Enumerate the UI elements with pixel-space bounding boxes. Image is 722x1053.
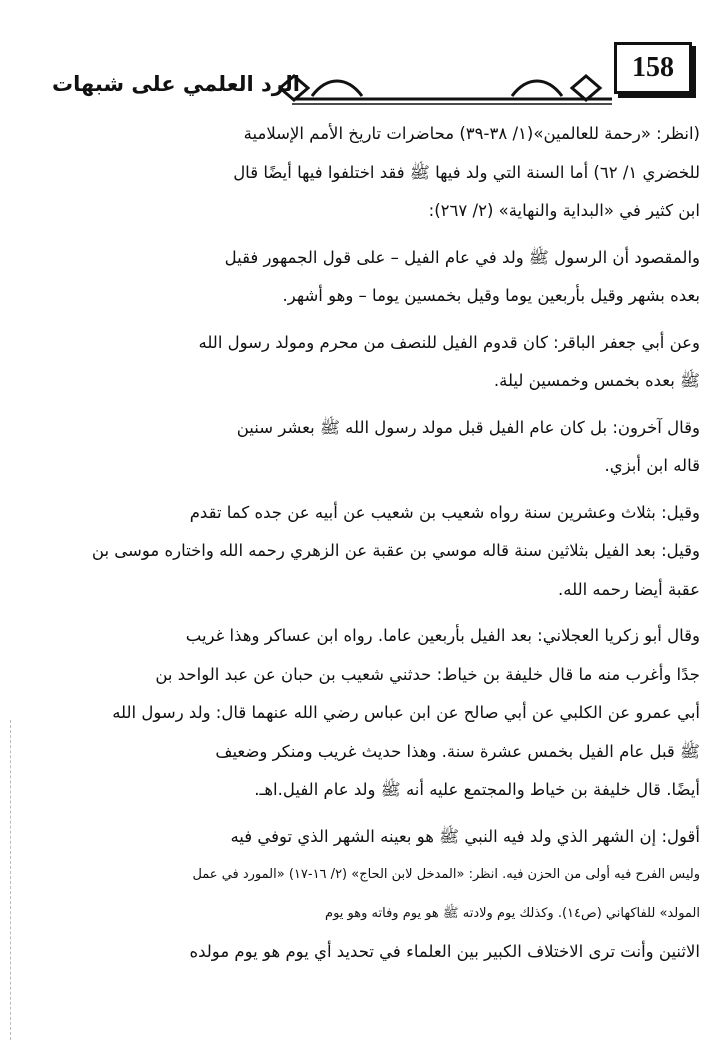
paragraph: [84, 818, 700, 972]
paragraph: [84, 494, 700, 610]
page-header: [52, 34, 692, 114]
text-line: ابن كثير في «البداية والنهاية» (٢/ ٢٦٧):: [428, 201, 700, 220]
text-line: للخضري ١/ ٦٢) أما السنة التي ولد فيها ﷺ فقد اختلفوا فيها أيضًا قال: [233, 162, 700, 182]
margin-rule: [10, 720, 12, 1040]
text-line: أقول: إن الشهر الذي ولد فيه النبي ﷺ هو بعينه الشهر الذي توفي فيه: [230, 826, 700, 846]
text-line: أيضًا. قال خليفة بن خياط والمجتمع عليه أنه ﷺ ولد عام الفيل.اهـ.: [254, 780, 700, 799]
body-text: [84, 115, 700, 980]
text-line: بعده بشهر وقيل بأربعين يوما وقيل بخمسين يوما – وهو أشهر.: [282, 286, 700, 305]
text-line: الاثنين وأنت ترى الاختلاف الكبير بين العلماء في تحديد أي يوم هو يوم مولده: [189, 942, 700, 961]
header-ornament-icon: [272, 62, 624, 108]
text-line: جدًا وأغرب منه ما قال خليفة بن خياط: حدثني شعيب بن حبان عن عبد الواحد بن: [155, 664, 700, 684]
paragraph: [84, 239, 700, 316]
text-line: ﷺ بعده بخمس وخمسين ليلة.: [493, 371, 700, 390]
text-line: (انظر: «رحمة للعالمين»(١/ ٣٨-٣٩) محاضرات تاريخ الأمم الإسلامية: [243, 124, 700, 143]
page-number: 158: [614, 42, 692, 94]
text-line: وعن أبي جعفر الباقر: كان قدوم الفيل للنصف من محرم ومولد رسول الله: [198, 332, 700, 352]
paragraph: [84, 409, 700, 486]
paragraph: [84, 115, 700, 231]
text-line: والمقصود أن الرسول ﷺ ولد في عام الفيل – على قول الجمهور فقيل: [224, 247, 700, 267]
text-line: ﷺ قبل عام الفيل بخمس عشرة سنة. وهذا حديث غريب ومنكر وضعيف: [215, 741, 700, 761]
text-line: وقال أبو زكريا العجلاني: بعد الفيل بأربعين عاما. رواه ابن عساكر وهذا غريب: [185, 626, 700, 645]
running-title: الرد العلمي على شبهات: [52, 72, 300, 96]
text-line: عقبة أيضا رحمه الله.: [558, 579, 700, 599]
text-line: وقيل: بعد الفيل بثلاثين سنة قاله موسي بن عقبة عن الزهري رحمه الله واختاره موسى بن: [91, 541, 700, 560]
paragraph: [84, 324, 700, 401]
text-line: أبي عمرو عن الكلبي عن أبي صالح عن ابن عباس رضي الله عنهما قال: ولد رسول الله: [112, 703, 700, 722]
text-line: وقال آخرون: بل كان عام الفيل قبل مولد رسول الله ﷺ بعشر سنين: [236, 417, 700, 437]
paragraph: [84, 617, 700, 810]
text-line: المولد» للفاكهاني (ص١٤). وكذلك يوم ولادته ﷺ هو يوم وفاته وهو يوم: [325, 905, 700, 921]
text-line: وليس الفرح فيه أولى من الحزن فيه. انظر: «المدخل لابن الحاج» (٢/ ١٦-١٧) «المورد في عمل: [192, 867, 700, 882]
text-line: قاله ابن أبزي.: [604, 456, 700, 475]
text-line: وقيل: بثلاث وعشرين سنة رواه شعيب بن شعيب عن أبيه عن جده كما تقدم: [189, 502, 700, 522]
